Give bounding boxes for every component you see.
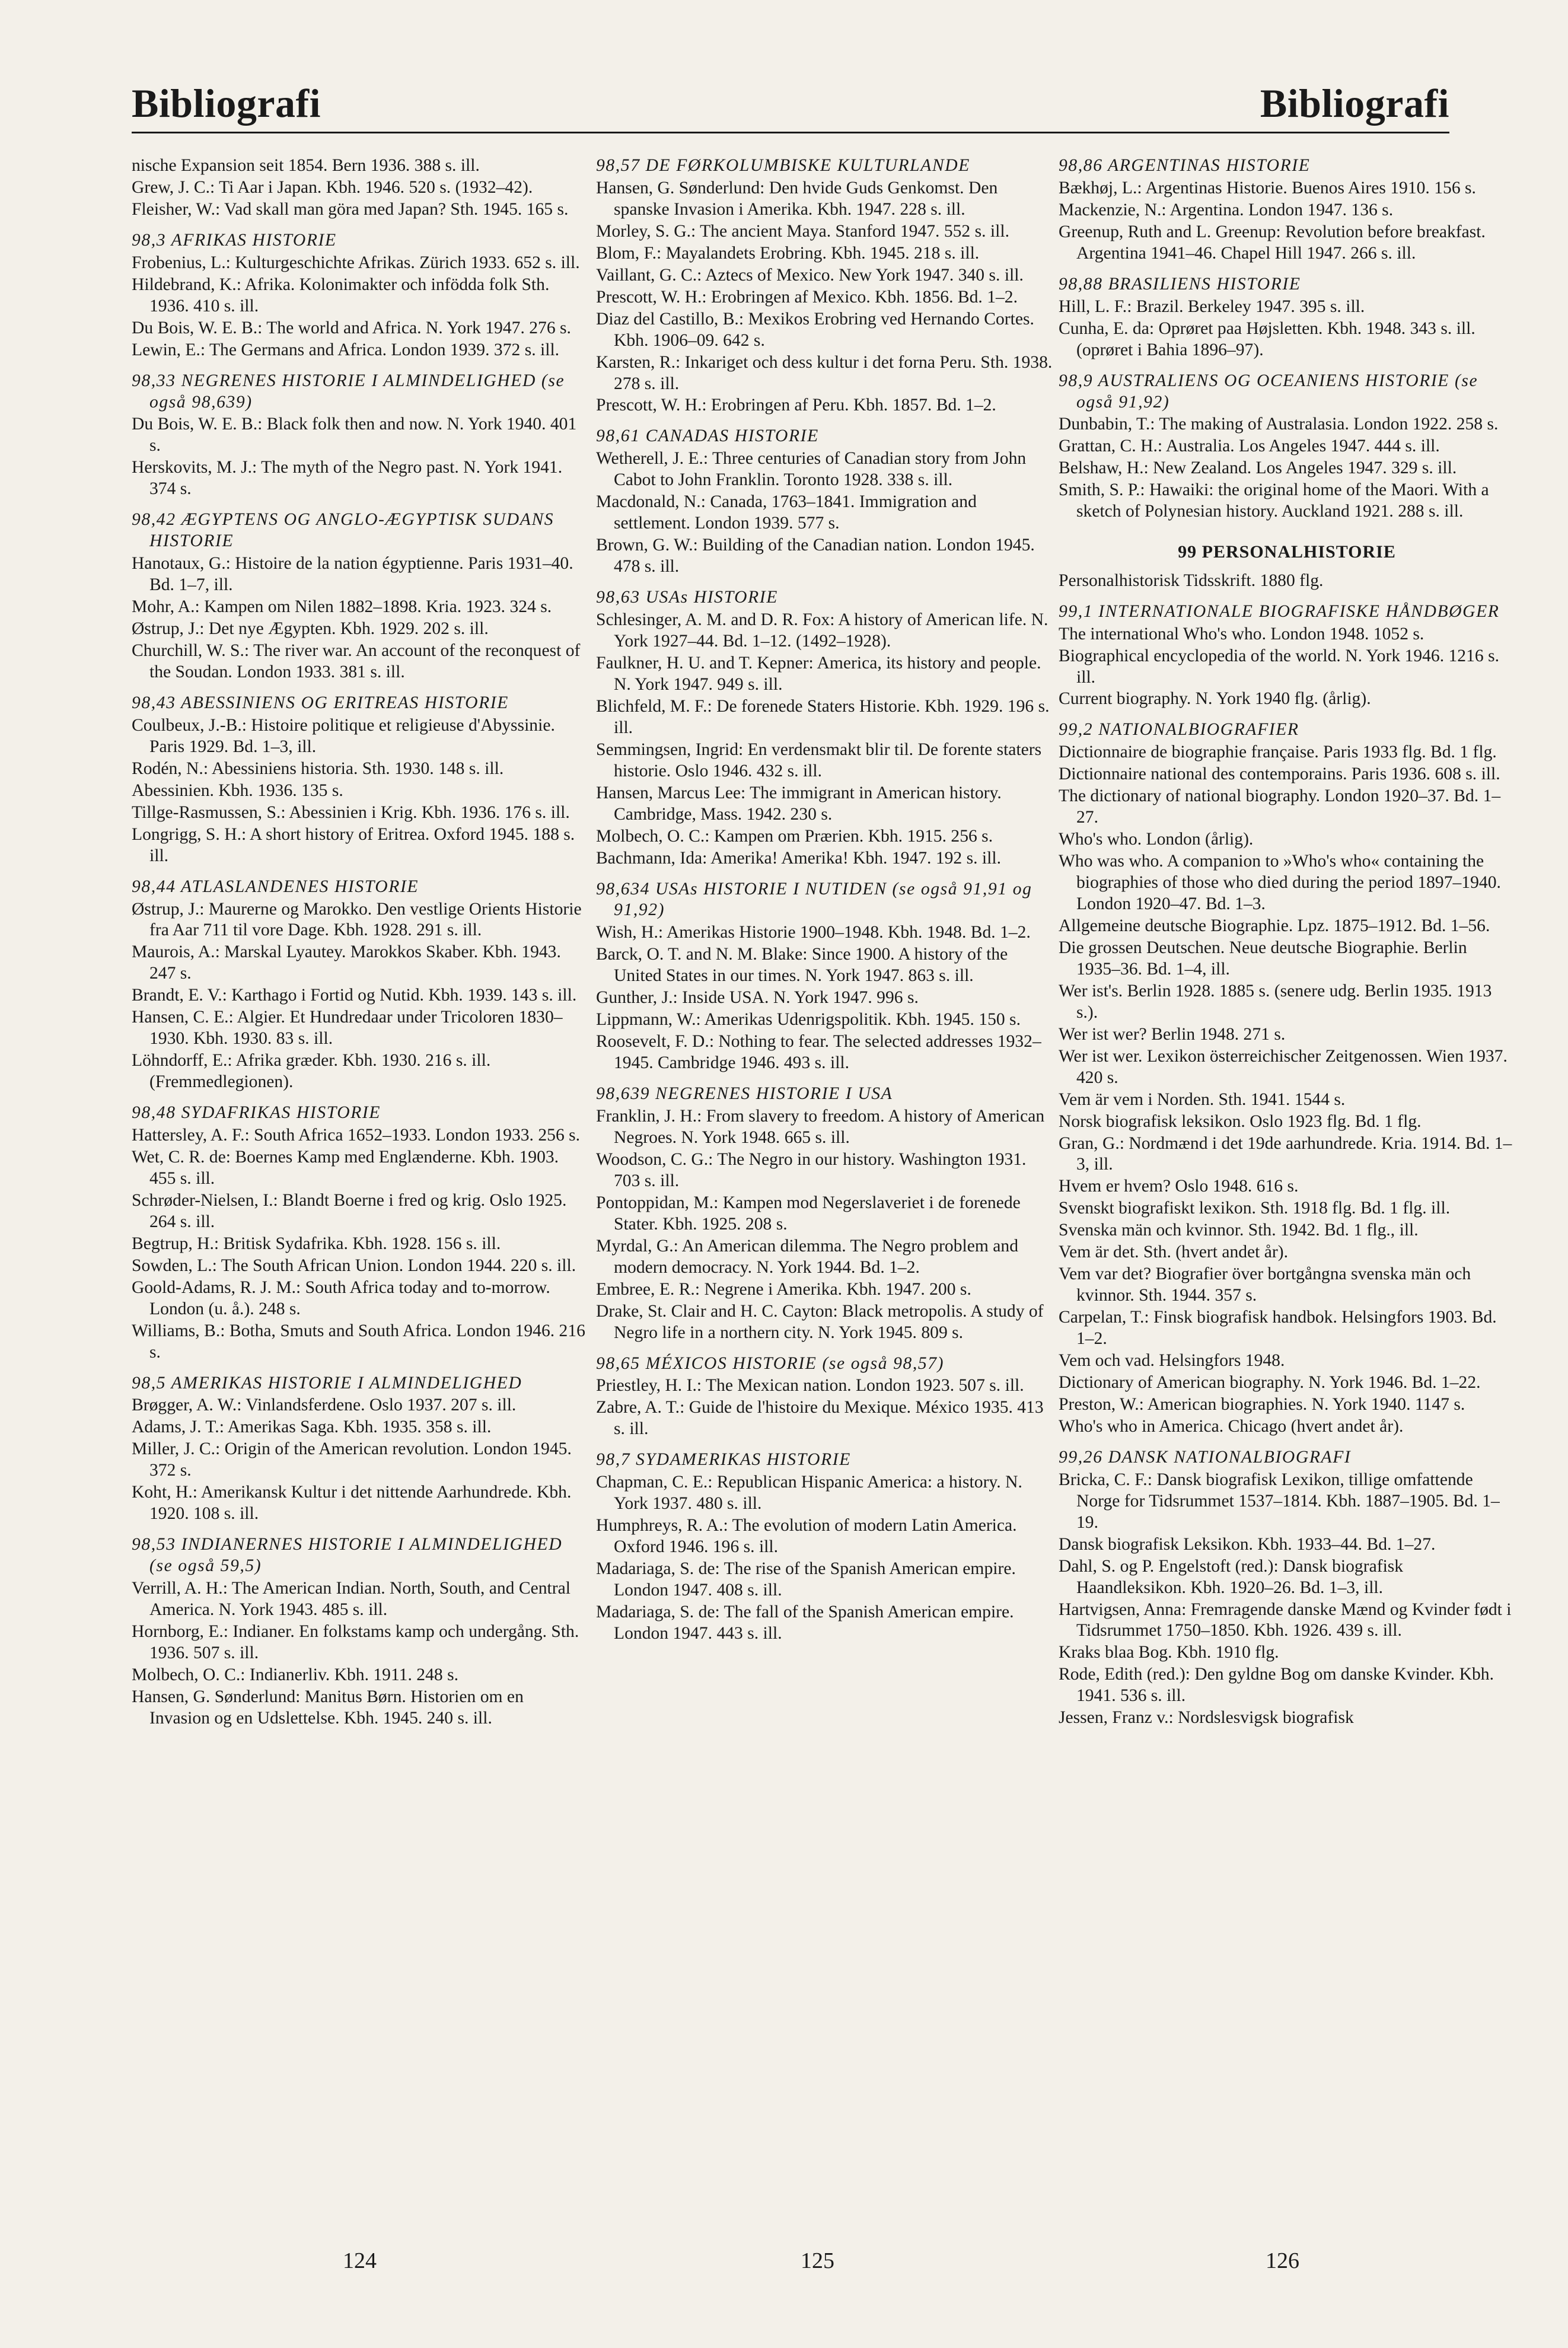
section-heading: 98,33 NEGRENES HISTORIE I ALMINDELIGHED (se også 98,639) <box>132 371 565 412</box>
bibliography-entry: Churchill, W. S.: The river war. An account of the reconquest of the Soudan. London 1933. 381 s. ill. <box>132 641 581 681</box>
bibliography-entry: Hartvigsen, Anna: Fremragende danske Mænd og Kvinder født i Tidsrummet 1750–1850. Kbh. 1926. 439 s. ill. <box>1059 1600 1512 1640</box>
bibliography-entry: Carpelan, T.: Finsk biografisk handbok. Helsingfors 1903. Bd. 1–2. <box>1059 1308 1497 1349</box>
bibliography-entry: Goold-Adams, R. J. M.: South Africa today and to-morrow. London (u. å.). 248 s. <box>132 1277 550 1318</box>
bibliography-entry: Miller, J. C.: Origin of the American revolution. London 1945. 372 s. <box>132 1439 572 1480</box>
bibliography-entry: Belshaw, H.: New Zealand. Los Angeles 1947. 329 s. ill. <box>1059 458 1457 478</box>
bibliography-entry: Hildebrand, K.: Afrika. Kolonimakter och infödda folk Sth. 1936. 410 s. ill. <box>132 275 550 316</box>
bibliography-entry: Wish, H.: Amerikas Historie 1900–1948. Kbh. 1948. Bd. 1–2. <box>596 923 1031 942</box>
section-heading: 98,634 USAs HISTORIE I NUTIDEN (se også 91,91 og 91,92) <box>596 879 1032 920</box>
bibliography-entry: Lippmann, W.: Amerikas Udenrigspolitik. Kbh. 1945. 150 s. <box>596 1010 1021 1030</box>
bibliography-entry: Rode, Edith (red.): Den gyldne Bog om danske Kvinder. Kbh. 1941. 536 s. ill. <box>1059 1665 1494 1706</box>
bibliography-entry: Dictionary of American biography. N. York 1946. Bd. 1–22. <box>1059 1373 1481 1392</box>
bibliography-entry: Drake, St. Clair and H. C. Cayton: Black metropolis. A study of Negro life in a northern city. N. York 1945. 809 s. <box>596 1301 1044 1342</box>
bibliography-entry: Vem var det? Biografier över bortgångna svenska män och kvinnor. Sth. 1944. 357 s. <box>1059 1264 1471 1305</box>
section-heading: 98,53 INDIANERNES HISTORIE I ALMINDELIGHED (se også 59,5) <box>132 1535 563 1576</box>
bibliography-entry: Kraks blaa Bog. Kbh. 1910 flg. <box>1059 1643 1279 1662</box>
bibliography-entry: Rodén, N.: Abessiniens historia. Sth. 1930. 148 s. ill. <box>132 759 504 778</box>
section-heading: 98,3 AFRIKAS HISTORIE <box>132 230 337 250</box>
section-heading: 98,7 SYDAMERIKAS HISTORIE <box>596 1450 851 1470</box>
page-title-right: Bibliografi <box>1260 81 1449 126</box>
bibliography-entry: Brown, G. W.: Building of the Canadian nation. London 1945. 478 s. ill. <box>596 536 1035 576</box>
bibliography-entry: Schlesinger, A. M. and D. R. Fox: A history of American life. N. York 1927–44. Bd. 1–12. (1492–1928). <box>596 610 1048 651</box>
bibliography-entry: Wetherell, J. E.: Three centuries of Canadian story from John Cabot to John Franklin. Toronto 1928. 338 s. ill. <box>596 449 1027 490</box>
bibliography-entry: Maurois, A.: Marskal Lyautey. Marokkos Skaber. Kbh. 1943. 247 s. <box>132 942 561 983</box>
page-number: 125 <box>801 2248 834 2273</box>
bibliography-entry: Blom, F.: Mayalandets Erobring. Kbh. 1945. 218 s. ill. <box>596 243 980 263</box>
bibliography-entry: Dunbabin, T.: The making of Australasia. London 1922. 258 s. <box>1059 415 1499 434</box>
page-number: 124 <box>343 2248 377 2273</box>
bibliography-entry: Chapman, C. E.: Republican Hispanic America: a history. N. York 1937. 480 s. ill. <box>596 1473 1022 1514</box>
bibliography-entry: Begtrup, H.: Britisk Sydafrika. Kbh. 1928. 156 s. ill. <box>132 1234 501 1253</box>
bibliography-entry: Gunther, J.: Inside USA. N. York 1947. 996 s. <box>596 988 919 1008</box>
bibliography-entry: Vem och vad. Helsingfors 1948. <box>1059 1351 1285 1371</box>
bibliography-entry: Østrup, J.: Det nye Ægypten. Kbh. 1929. 202 s. ill. <box>132 619 489 639</box>
bibliography-entry: Wer ist wer. Lexikon österreichischer Zeitgenossen. Wien 1937. 420 s. <box>1059 1046 1508 1087</box>
bibliography-entry: Dictionnaire de biographie française. Paris 1933 flg. Bd. 1 flg. <box>1059 743 1497 762</box>
bibliography-entry: Current biography. N. York 1940 flg. (årlig). <box>1059 689 1371 709</box>
bibliography-entry: Semmingsen, Ingrid: En verdensmakt blir til. De forente staters historie. Oslo 1946. 432 s. ill. <box>596 740 1042 780</box>
bibliography-entry: Molbech, O. C.: Kampen om Prærien. Kbh. 1915. 256 s. <box>596 826 993 846</box>
bibliography-entry: Hansen, G. Sønderlund: Den hvide Guds Genkomst. Den spanske Invasion i Amerika. Kbh. 1947. 228 s. ill. <box>596 178 998 219</box>
bibliography-entry: Wer ist's. Berlin 1928. 1885 s. (senere udg. Berlin 1935. 1913 s.). <box>1059 981 1492 1022</box>
bibliography-entry: Preston, W.: American biographies. N. York 1940. 1147 s. <box>1059 1394 1465 1414</box>
bibliography-entry: Du Bois, W. E. B.: The world and Africa. N. York 1947. 276 s. <box>132 318 571 337</box>
bibliography-entry: Dictionnaire national des contemporains. Paris 1936. 608 s. ill. <box>1059 764 1500 784</box>
bibliography-entry: Humphreys, R. A.: The evolution of modern Latin America. Oxford 1946. 196 s. ill. <box>596 1516 1017 1557</box>
bibliography-entry: Brøgger, A. W.: Vinlandsferdene. Oslo 1937. 207 s. ill. <box>132 1396 517 1415</box>
column-page-125 <box>596 155 1053 1645</box>
section-heading: 98,48 SYDAFRIKAS HISTORIE <box>132 1103 381 1123</box>
bibliography-entry: Mohr, A.: Kampen om Nilen 1882–1898. Kria. 1923. 324 s. <box>132 597 552 617</box>
section-heading: 98,63 USAs HISTORIE <box>596 588 778 607</box>
section-heading: 99,2 NATIONALBIOGRAFIER <box>1059 720 1299 740</box>
section-heading: 98,65 MÉXICOS HISTORIE (se også 98,57) <box>596 1353 945 1373</box>
bibliography-entry: Molbech, O. C.: Indianerliv. Kbh. 1911. 248 s. <box>132 1665 458 1684</box>
section-heading: 98,57 DE FØRKOLUMBISKE KULTURLANDE <box>596 156 970 175</box>
bibliography-entry: Vem är det. Sth. (hvert andet år). <box>1059 1243 1289 1262</box>
bibliography-entry: Die grossen Deutschen. Neue deutsche Biographie. Berlin 1935–36. Bd. 1–4, ill. <box>1059 938 1467 979</box>
bibliography-entry: Cunha, E. da: Oprøret paa Højsletten. Kbh. 1948. 343 s. ill. (oprøret i Bahia 1896–97). <box>1059 318 1475 359</box>
bibliography-entry: Priestley, H. I.: The Mexican nation. London 1923. 507 s. ill. <box>596 1376 1024 1396</box>
bibliography-entry: Embree, E. R.: Negrene i Amerika. Kbh. 1947. 200 s. <box>596 1279 971 1299</box>
header-divider <box>132 132 1449 133</box>
bibliography-entry: Koht, H.: Amerikansk Kultur i det nittende Aarhundrede. Kbh. 1920. 108 s. ill. <box>132 1483 572 1524</box>
bibliography-entry: Roosevelt, F. D.: Nothing to fear. The selected addresses 1932–1945. Cambridge 1946. 493 s. ill. <box>596 1032 1041 1073</box>
bibliography-entry: Grattan, C. H.: Australia. Los Angeles 1947. 444 s. ill. <box>1059 437 1440 456</box>
bibliography-entry: Who's who in America. Chicago (hvert andet år). <box>1059 1416 1404 1436</box>
bibliography-entry: The dictionary of national biography. London 1920–37. Bd. 1–27. <box>1059 786 1501 827</box>
section-heading: 99,26 DANSK NATIONALBIOGRAFI <box>1059 1447 1352 1467</box>
section-heading: 98,88 BRASILIENS HISTORIE <box>1059 274 1301 294</box>
bibliography-entry: Hanotaux, G.: Histoire de la nation égyptienne. Paris 1931–40. Bd. 1–7, ill. <box>132 554 573 595</box>
bibliography-entry: Mackenzie, N.: Argentina. London 1947. 136 s. <box>1059 200 1394 219</box>
bibliography-entry: The international Who's who. London 1948. 1052 s. <box>1059 624 1424 643</box>
bibliography-entry: Verrill, A. H.: The American Indian. North, South, and Central America. N. York 1943. 485 s. ill. <box>132 1579 571 1620</box>
bibliography-entry: Abessinien. Kbh. 1936. 135 s. <box>132 780 343 800</box>
bibliography-entry: Tillge-Rasmussen, S.: Abessinien i Krig. Kbh. 1936. 176 s. ill. <box>132 802 570 822</box>
bibliography-entry: Hvem er hvem? Oslo 1948. 616 s. <box>1059 1177 1299 1196</box>
bibliography-entry: Grew, J. C.: Ti Aar i Japan. Kbh. 1946. 520 s. (1932–42). <box>132 177 533 197</box>
section-heading: 98,86 ARGENTINAS HISTORIE <box>1059 156 1311 175</box>
bibliography-entry: Diaz del Castillo, B.: Mexikos Erobring ved Hernando Cortes. Kbh. 1906–09. 642 s. <box>596 309 1034 350</box>
bibliography-entry: Prescott, W. H.: Erobringen af Mexico. Kbh. 1856. Bd. 1–2. <box>596 287 1018 307</box>
bibliography-entry: Lewin, E.: The Germans and Africa. London 1939. 372 s. ill. <box>132 340 560 359</box>
bibliography-entry: Wet, C. R. de: Boernes Kamp med Englænderne. Kbh. 1903. 455 s. ill. <box>132 1147 559 1188</box>
bibliography-entry: Prescott, W. H.: Erobringen af Peru. Kbh. 1857. Bd. 1–2. <box>596 396 996 415</box>
bibliography-entry: Personalhistorisk Tidsskrift. 1880 flg. <box>1059 571 1324 590</box>
section-heading: 98,639 NEGRENES HISTORIE I USA <box>596 1084 893 1104</box>
section-heading: 98,42 ÆGYPTENS OG ANGLO-ÆGYPTISK SUDANS HISTORIE <box>132 510 554 551</box>
bibliography-entry: Svenska män och kvinnor. Sth. 1942. Bd. 1 flg., ill. <box>1059 1221 1419 1240</box>
section-heading: 98,5 AMERIKAS HISTORIE I ALMINDELIGHED <box>132 1373 522 1393</box>
bibliography-entry: Vaillant, G. C.: Aztecs of Mexico. New York 1947. 340 s. ill. <box>596 265 1024 285</box>
bibliography-entry: Sowden, L.: The South African Union. London 1944. 220 s. ill. <box>132 1256 576 1275</box>
bibliography-entry: Wer ist wer? Berlin 1948. 271 s. <box>1059 1024 1286 1044</box>
section-heading: 98,43 ABESSINIENS OG ERITREAS HISTORIE <box>132 693 509 712</box>
bibliography-entry: Macdonald, N.: Canada, 1763–1841. Immigration and settlement. London 1939. 577 s. <box>596 492 977 533</box>
bibliography-entry: Woodson, C. G.: The Negro in our history. Washington 1931. 703 s. ill. <box>596 1149 1027 1190</box>
bibliography-entry: Madariaga, S. de: The fall of the Spanish American empire. London 1947. 443 s. ill. <box>596 1602 1014 1643</box>
bibliography-entry: Hattersley, A. F.: South Africa 1652–1933. London 1933. 256 s. <box>132 1126 581 1145</box>
bibliography-entry: Hansen, G. Sønderlund: Manitus Børn. Historien om en Invasion og en Udslettelse. Kbh. 1945. 240 s. ill. <box>132 1687 524 1728</box>
bibliography-entry: Longrigg, S. H.: A short history of Eritrea. Oxford 1945. 188 s. ill. <box>132 824 575 865</box>
section-heading: 98,44 ATLASLANDENES HISTORIE <box>132 877 419 896</box>
bibliography-entry: Who was who. A companion to »Who's who« containing the biographies of those who died during the period 1897–1940. London 1920–47. Bd. 1–3. <box>1059 852 1501 914</box>
bibliography-entry: Dahl, S. og P. Engelstoft (red.): Dansk biografisk Haandleksikon. Kbh. 1920–26. Bd. 1–3, ill. <box>1059 1556 1404 1597</box>
bibliography-entry: Du Bois, W. E. B.: Black folk then and now. N. York 1940. 401 s. <box>132 415 577 455</box>
bibliography-entry: Østrup, J.: Maurerne og Marokko. Den vestlige Orients Historie fra Aar 711 til vore Dage. Kbh. 1928. 291 s. ill. <box>132 899 582 940</box>
column-page-126 <box>1059 155 1515 1729</box>
bibliography-entry: Barck, O. T. and N. M. Blake: Since 1900. A history of the United States in our times. N. York 1947. 863 s. ill. <box>596 945 1008 986</box>
bibliography-entry: Adams, J. T.: Amerikas Saga. Kbh. 1935. 358 s. ill. <box>132 1417 492 1437</box>
section-heading: 98,61 CANADAS HISTORIE <box>596 426 819 446</box>
bibliography-entry: Norsk biografisk leksikon. Oslo 1923 flg. Bd. 1 flg. <box>1059 1111 1422 1131</box>
bibliography-entry: Madariaga, S. de: The rise of the Spanish American empire. London 1947. 408 s. ill. <box>596 1559 1016 1600</box>
bibliography-entry: nische Expansion seit 1854. Bern 1936. 388 s. ill. <box>132 156 480 175</box>
bibliography-entry: Hill, L. F.: Brazil. Berkeley 1947. 395 s. ill. <box>1059 297 1365 316</box>
section-heading: 99 PERSONALHISTORIE <box>1178 542 1396 562</box>
bibliography-entry: Brandt, E. V.: Karthago i Fortid og Nutid. Kbh. 1939. 143 s. ill. <box>132 986 577 1005</box>
bibliography-entry: Frobenius, L.: Kulturgeschichte Afrikas. Zürich 1933. 652 s. ill. <box>132 253 580 272</box>
bibliography-entry: Karsten, R.: Inkariget och dess kultur i det forna Peru. Sth. 1938. 278 s. ill. <box>596 352 1053 393</box>
section-heading: 99,1 INTERNATIONALE BIOGRAFISKE HÅNDBØGER <box>1059 601 1500 621</box>
bibliography-entry: Who's who. London (årlig). <box>1059 830 1254 849</box>
bibliography-entry: Zabre, A. T.: Guide de l'histoire du Mexique. México 1935. 413 s. ill. <box>596 1398 1044 1439</box>
bibliography-entry: Herskovits, M. J.: The myth of the Negro past. N. York 1941. 374 s. <box>132 458 563 499</box>
bibliography-entry: Hansen, Marcus Lee: The immigrant in American history. Cambridge, Mass. 1942. 230 s. <box>596 783 1002 824</box>
bibliography-entry: Hansen, C. E.: Algier. Et Hundredaar under Tricoloren 1830–1930. Kbh. 1930. 83 s. ill. <box>132 1008 563 1049</box>
bibliography-entry: Coulbeux, J.-B.: Histoire politique et religieuse d'Abyssinie. Paris 1929. Bd. 1–3, ill. <box>132 715 555 756</box>
bibliography-entry: Bækhøj, L.: Argentinas Historie. Buenos Aires 1910. 156 s. <box>1059 178 1476 197</box>
bibliography-entry: Pontoppidan, M.: Kampen mod Negerslaveriet i de forenede Stater. Kbh. 1925. 208 s. <box>596 1193 1021 1234</box>
bibliography-entry: Fleisher, W.: Vad skall man göra med Japan? Sth. 1945. 165 s. <box>132 199 569 219</box>
bibliography-entry: Hornborg, E.: Indianer. En folkstams kamp och undergång. Sth. 1936. 507 s. ill. <box>132 1622 579 1662</box>
bibliography-entry: Bricka, C. F.: Dansk biografisk Lexikon, tillige omfattende Norge for Tidsrummet 1537–1814. Kbh. 1887–1905. Bd. 1–19. <box>1059 1470 1500 1532</box>
bibliography-entry: Blichfeld, M. F.: De forenede Staters Historie. Kbh. 1929. 196 s. ill. <box>596 696 1050 737</box>
bibliography-entry: Smith, S. P.: Hawaiki: the original home of the Maori. With a sketch of Polynesian history. Auckland 1921. 288 s. ill. <box>1059 480 1489 521</box>
bibliography-entry: Svenskt biografiskt lexikon. Sth. 1918 flg. Bd. 1 flg. ill. <box>1059 1199 1451 1218</box>
bibliography-entry: Allgemeine deutsche Biographie. Lpz. 1875–1912. Bd. 1–56. <box>1059 916 1490 935</box>
page-title-left: Bibliografi <box>132 81 321 126</box>
bibliography-entry: Franklin, J. H.: From slavery to freedom. A history of American Negroes. N. York 1948. 665 s. ill. <box>596 1107 1045 1147</box>
bibliography-entry: Biographical encyclopedia of the world. N. York 1946. 1216 s. ill. <box>1059 646 1500 687</box>
bibliography-entry: Jessen, Franz v.: Nordslesvigsk biografisk <box>1059 1708 1354 1728</box>
bibliography-entry: Williams, B.: Botha, Smuts and South Africa. London 1946. 216 s. <box>132 1321 585 1362</box>
bibliography-entry: Schrøder-Nielsen, I.: Blandt Boerne i fred og krig. Oslo 1925. 264 s. ill. <box>132 1190 567 1231</box>
bibliography-entry: Vem är vem i Norden. Sth. 1941. 1544 s. <box>1059 1089 1346 1109</box>
bibliography-entry: Löhndorff, E.: Afrika græder. Kbh. 1930. 216 s. ill. (Fremmedlegionen). <box>132 1051 491 1092</box>
page-number: 126 <box>1266 2248 1299 2273</box>
bibliography-entry: Myrdal, G.: An American dilemma. The Negro problem and modern democracy. N. York 1944. Bd. 1–2. <box>596 1236 1018 1277</box>
bibliography-entry: Greenup, Ruth and L. Greenup: Revolution before breakfast. Argentina 1941–46. Chapel Hill 1947. 266 s. ill. <box>1059 222 1486 263</box>
bibliography-entry: Morley, S. G.: The ancient Maya. Stanford 1947. 552 s. ill. <box>596 221 1009 241</box>
column-page-124 <box>132 155 588 1730</box>
section-heading: 98,9 AUSTRALIENS OG OCEANIENS HISTORIE (se også 91,92) <box>1059 371 1478 412</box>
bibliography-entry: Gran, G.: Nordmænd i det 19de aarhundrede. Kria. 1914. Bd. 1–3, ill. <box>1059 1133 1512 1174</box>
bibliography-entry: Dansk biografisk Leksikon. Kbh. 1933–44. Bd. 1–27. <box>1059 1534 1436 1554</box>
bibliography-entry: Bachmann, Ida: Amerika! Amerika! Kbh. 1947. 192 s. ill. <box>596 848 1001 868</box>
bibliography-entry: Faulkner, H. U. and T. Kepner: America, its history and people. N. York 1947. 949 s. ill. <box>596 653 1041 694</box>
